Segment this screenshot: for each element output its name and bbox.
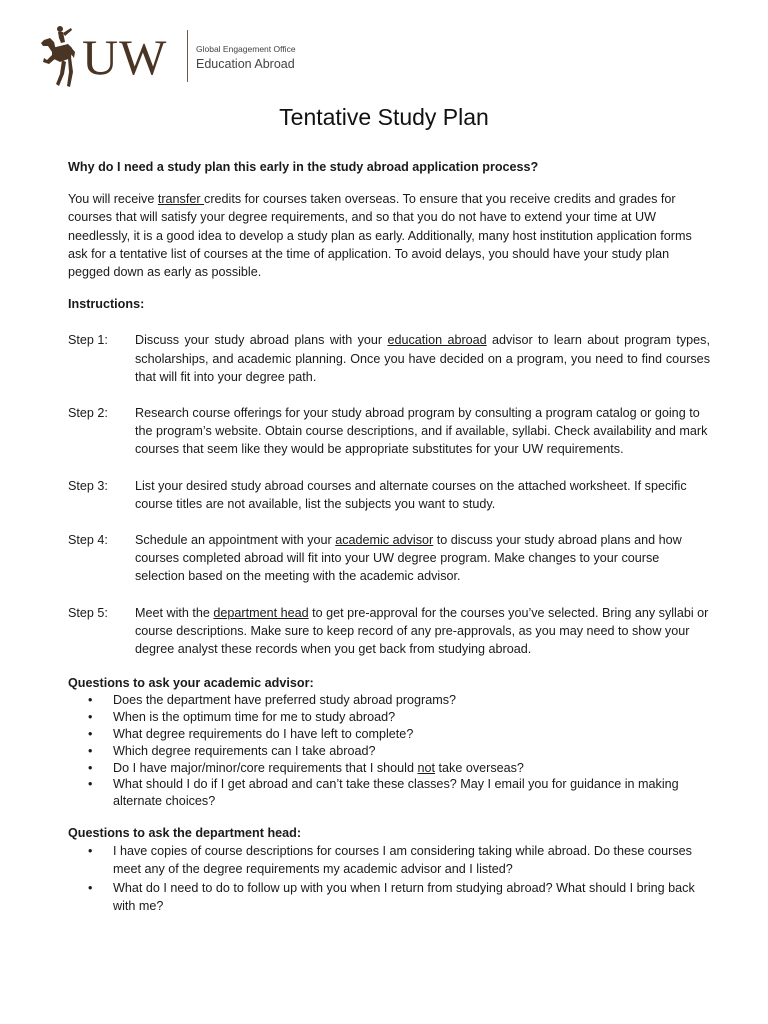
department-name: Education Abroad: [196, 57, 295, 71]
intro-text-1: You will receive: [68, 192, 158, 207]
step-5: [68, 604, 710, 659]
advisor-questions-list: [68, 692, 710, 810]
step-3: [68, 477, 710, 513]
list-item: • When is the optimum time for me to study abroad?: [68, 709, 710, 726]
department-head-link[interactable]: department head: [213, 605, 309, 620]
department-head-questions-heading: Questions to ask the department head:: [68, 826, 302, 841]
not-emphasis: not: [417, 760, 436, 775]
list-item: • Which degree requirements can I take abroad?: [68, 743, 710, 760]
step-text: [135, 531, 710, 586]
intro-paragraph: [68, 190, 710, 281]
list-item: • I have copies of course descriptions for courses I am considering taking while abroad. Do these courses meet any of the degree requirements my academic advisor and I listed?: [68, 842, 710, 878]
logo-wordmark: UW: [82, 29, 168, 85]
step-text: [135, 604, 710, 659]
list-item-text: Do I have major/minor/core requirements that I should: [113, 760, 418, 775]
step-label: Step 5:: [68, 605, 108, 620]
step-text-part: Schedule an appointment with your: [135, 533, 336, 548]
step-text-part: Discuss your study abroad plans with your: [135, 333, 388, 348]
office-name: Global Engagement Office: [196, 44, 296, 54]
list-item-text: take overseas?: [435, 760, 524, 775]
advisor-questions-heading: Questions to ask your academic advisor:: [68, 676, 314, 691]
list-item: • What should I do if I get abroad and can’t take these classes? May I email you for guidance in making alternate choices?: [68, 776, 710, 810]
document-body: [68, 158, 710, 915]
step-label: Step 1:: [68, 333, 108, 348]
list-item: • What do I need to do to follow up with you when I return from studying abroad? What should I bring back with me?: [68, 879, 710, 915]
step-4: [68, 531, 710, 586]
education-abroad-link[interactable]: education abroad: [387, 333, 487, 348]
logo-divider: [187, 30, 188, 82]
step-text-part: Meet with the: [135, 605, 214, 620]
list-item: • What degree requirements do I have left to complete?: [68, 726, 710, 743]
why-heading: Why do I need a study plan this early in the study abroad application process?: [68, 160, 539, 174]
step-text: List your desired study abroad courses and alternate courses on the attached worksheet. If specific course titles are not available, list the subjects you want to study.: [135, 478, 687, 511]
academic-advisor-link[interactable]: academic advisor: [335, 533, 434, 548]
list-item: [68, 760, 710, 777]
step-text-part: to discuss your study abroad plans and how courses completed abroad will fit into your UW degree program. Make changes to your course selection based on the meeting with the academic advisor.: [135, 533, 682, 584]
step-text-part: to get pre-approval for the courses you’ve selected. Bring any syllabi or course descriptions. Make sure to keep record of any pre-approvals, as you may need to show your degree analyst these records when you get back from studying abroad.: [135, 605, 709, 657]
step-1: [68, 331, 710, 386]
step-label: Step 4:: [68, 533, 108, 548]
step-label: Step 2:: [68, 406, 108, 421]
step-text: [135, 331, 710, 386]
step-text-part: advisor to learn about program types, scholarships, and academic planning. Once you have decided on a program, you need to find courses that will fit into your degree path.: [135, 333, 710, 384]
intro-text-2: credits for courses taken overseas. To ensure that you receive credits and grades for courses that will satisfy your degree requirements, and so that you do not have to extend your time at UW needlessly, it is a good idea to develop a study plan as early. Additionally, many host institution application forms ask for a tentative list of courses at the time of application. To avoid delays, you should have your study plan pegged down as early as possible.: [68, 192, 692, 280]
step-2: [68, 404, 710, 459]
document-title: Tentative Study Plan: [279, 104, 489, 130]
bucking-horse-rider-icon: [38, 24, 76, 90]
instructions-heading: Instructions:: [68, 297, 145, 312]
step-label: Step 3:: [68, 478, 108, 493]
list-item: • Does the department have preferred study abroad programs?: [68, 692, 710, 709]
letterhead: [38, 10, 328, 94]
step-text: Research course offerings for your study abroad program by consulting a program catalog or going to the program’s website. Obtain course descriptions, and if available, syllabi. Check availability and mark courses that seem like they would be appropriate substitutes for your UW requirements.: [135, 406, 708, 457]
department-head-questions-list: [68, 842, 710, 915]
transfer-link[interactable]: transfer: [157, 192, 205, 207]
